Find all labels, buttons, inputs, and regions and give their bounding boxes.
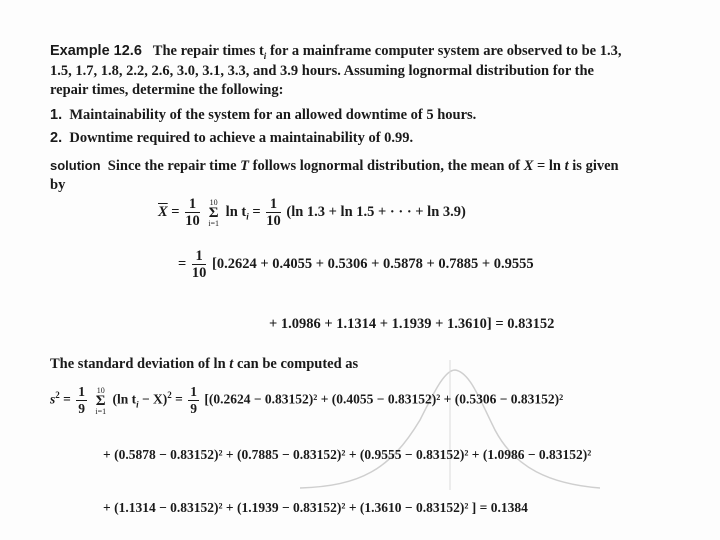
task-1: 1. Maintainability of the system for an allowed downtime of 5 hours.	[50, 107, 477, 123]
fraction: $\frac{1}{10}$	[266, 196, 281, 229]
problem-line-1: Example 12.6 The repair times $t_i$ for a mainframe computer system are observed to be 1.3,	[50, 43, 622, 61]
solution-label: solution	[50, 158, 101, 173]
fraction: $\frac{1}{9}$	[190, 384, 197, 416]
std-equation-line-3: + (1.1314 − 0.83152)² + (1.1939 − 0.83152)² + (1.3610 − 0.83152)² ] = 0.1384	[103, 500, 528, 515]
mean-equation-line-3: + 1.0986 + 1.1314 + 1.1939 + 1.3610] = 0.83152	[269, 316, 555, 332]
fraction: $\frac{1}{10}$	[185, 196, 200, 229]
mean-equation-line-2: = $\frac{1}{10}$ [0.2624 + 0.4055 + 0.5306 + 0.5878 + 0.7885 + 0.9555	[178, 248, 534, 281]
solution-intro: solution Since the repair time T follows lognormal distribution, the mean of X = ln t is given	[50, 158, 619, 174]
bleed-through-curve	[300, 360, 600, 490]
fraction: $\frac{1}{10}$	[191, 248, 207, 281]
std-equation-line-2: + (0.5878 − 0.83152)² + (0.7885 − 0.83152)² + (0.9555 − 0.83152)² + (1.0986 − 0.83152)²	[103, 447, 592, 462]
sigma-symbol: 10 Σ i=1	[208, 197, 220, 228]
fraction: $\frac{1}{9}$	[78, 384, 85, 416]
sigma-symbol: 10 Σ i=1	[95, 385, 107, 416]
solution-intro-by: by	[50, 177, 66, 193]
std-intro: The standard deviation of ln t can be computed as	[50, 356, 359, 372]
mean-equation-line-1: $\overline{X}$ = $\frac{1}{10}$ 10 Σ i=1 $\ln t_i$ = $\frac{1}{10}$ (ln 1.3 + ln 1.5 + · · · + ln 3.9)	[158, 196, 466, 229]
problem-line-2: 1.5, 1.7, 1.8, 2.2, 2.6, 3.0, 3.1, 3.3, and 3.9 hours. Assuming lognormal distribution for the	[50, 63, 594, 79]
example-label: Example 12.6	[50, 43, 142, 59]
std-equation-line-1: $s^2$ = $\frac{1}{9}$ 10 Σ i=1 (ln $t_i - X)^2$ = $\frac{1}{9}$ [(0.2624 − 0.83152)² + (0.4055 − 0.83152)² + (0.5306 − 0.83152)²	[50, 384, 564, 416]
task-2: 2. Downtime required to achieve a maintainability of 0.99.	[50, 130, 414, 146]
problem-line-3: repair times, determine the following:	[50, 82, 284, 98]
